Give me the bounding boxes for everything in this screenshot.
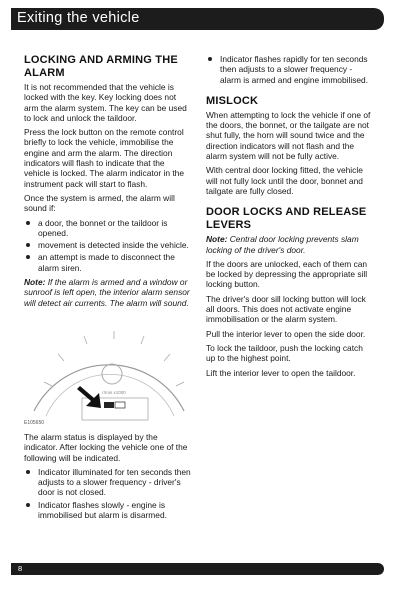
note-window-sunroof — [24, 277, 192, 308]
page-title: Exiting the vehicle — [17, 10, 140, 26]
alarm-trigger-list — [24, 218, 192, 273]
list-item: Indicator flashes rapidly for ten seconds then adjusts to a slower frequency - alarm is armed and engine immobilised. — [206, 54, 374, 85]
list-item: an attempt is made to disconnect the alarm siren. — [24, 252, 192, 273]
page-number: 8 — [18, 564, 23, 573]
paragraph-lock-button: Press the lock button on the remote control briefly to lock the vehicle, immobilise the engine and arm the alarm. The direction indicators will flash to indicate that the vehicle is locked. The alarm indicator in the instrument pack will start to flash. — [24, 127, 184, 189]
gauge-label: r/min x1000 — [102, 389, 126, 395]
note-text: If the alarm is armed and a window or sunroof is left open, the interior alarm sensor will detect air currents. The alarm will sound. — [24, 277, 190, 308]
paragraph-open-taildoor: Lift the interior lever to open the taildoor. — [206, 367, 356, 378]
alarm-status-list — [24, 467, 192, 520]
alarm-indicator-icon — [104, 402, 114, 408]
section-heading-door-locks: DOOR LOCKS AND RELEASE LEVERS — [206, 206, 367, 232]
alarm-status-list-continued — [206, 54, 374, 85]
right-column — [206, 54, 374, 382]
page-header — [11, 8, 384, 30]
list-item: Indicator flashes slowly - engine is immobilised but alarm is disarmed. — [24, 500, 192, 521]
paragraph-side-door: Pull the interior lever to open the side door. — [206, 328, 366, 339]
paragraph-armed-intro: Once the system is armed, the alarm will sound if: — [24, 192, 175, 214]
paragraph-lock-taildoor: To lock the taildoor, push the locking catch up to the highest point. — [206, 342, 363, 364]
list-item: movement is detected inside the vehicle. — [24, 240, 192, 250]
note-label: Note: — [24, 277, 46, 288]
tachometer-illustration — [24, 316, 192, 428]
note-text: Central door locking prevents slam locking of the driver's door. — [206, 234, 359, 255]
section-heading-mislock: MISLOCK — [206, 94, 259, 107]
figure-code: E105650 — [24, 419, 45, 426]
paragraph-central-locking: With central door locking fitted, the vehicle will not fully lock until the door, bonnet and tailgate are fully closed. — [206, 165, 363, 196]
note-label: Note: — [206, 234, 228, 245]
paragraph-mislock: When attempting to lock the vehicle if one of the doors, the bonnet, or the tailgate are not shut fully, the horn will sound twice and the direction indicators will not flash and the alarm system will not be fully active. — [206, 109, 371, 162]
note-slam-locking — [206, 234, 374, 255]
paragraph-alarm-status: The alarm status is displayed by the indicator. After locking the vehicle one of the following will be indicated. — [24, 431, 188, 463]
list-item: Indicator illuminated for ten seconds then adjusts to a slower frequency - driver's door is not closed. — [24, 467, 192, 498]
paragraph-sill-buttons: If the doors are unlocked, each of them can be locked by depressing the appropriate sill locking button. — [206, 258, 368, 290]
paragraph-key-locking: It is not recommended that the vehicle is locked with the key. Key locking does not arm the alarm system. The key can be used to lock and unlock the taildoor. — [24, 82, 187, 123]
instrument-pack-figure — [24, 316, 192, 428]
arrow-icon — [77, 386, 101, 408]
section-heading-locking-alarm: LOCKING AND ARMING THE ALARM — [24, 54, 178, 79]
paragraph-driver-sill: The driver's door sill locking button will lock all doors. This does not activate engine immobilisation or the alarm system. — [206, 293, 366, 325]
left-column — [24, 54, 192, 524]
list-item: a door, the bonnet or the taildoor is opened. — [24, 218, 192, 239]
page-footer — [11, 563, 384, 575]
